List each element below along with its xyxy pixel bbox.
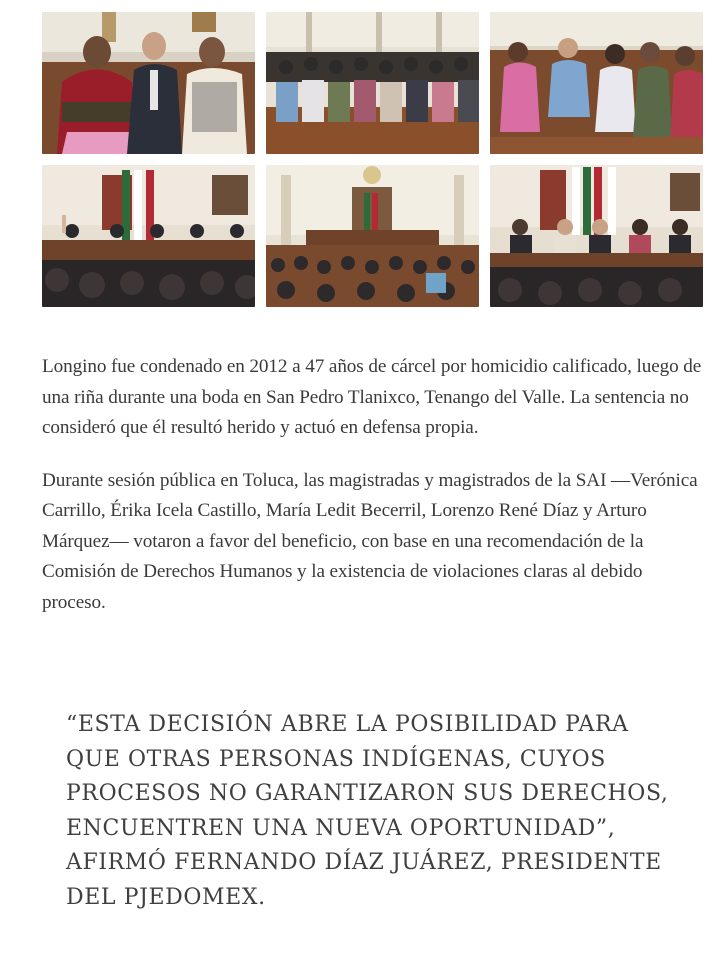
photo-magistrates-voting (42, 165, 255, 307)
photo-audience-seated-2 (490, 12, 703, 154)
article-paragraph-2: Durante sesión pública en Toluca, las magistradas y magistrados de la SAI —Verónica Carrillo, Érika Icela Castillo, María Ledit Becerril, Lorenzo René Díaz y Arturo Márquez— votaron a favor del beneficio, con base en una recomendación de la Comisión de Derechos Humanos y la existencia de violaciones claras al debido proceso. (42, 469, 698, 613)
gallery-photo-2[interactable] (266, 12, 479, 154)
gallery-photo-5[interactable] (266, 165, 479, 307)
article-body (42, 352, 702, 640)
photo-gallery (42, 12, 702, 307)
gallery-photo-4[interactable] (42, 165, 255, 307)
pull-quote: “ESTA DECISIÓN ABRE LA POSIBILIDAD PARA QUE OTRAS PERSONAS INDÍGENAS, CUYOS PROCESOS NO GARANTIZARON SUS DERECHOS, ENCUENTREN UNA NUEVA OPORTUNIDAD”, AFIRMÓ FERNANDO DÍAZ JUÁREZ, PRESIDENTE DEL PJEDOMEX. (66, 712, 669, 910)
photo-audience-seated-1 (266, 12, 479, 154)
article-paragraph-1: Longino fue condenado en 2012 a 47 años de cárcel por homicidio calificado, luego de una riña durante una boda en San Pedro Tlanixco, Tenango del Valle. La sentencia no consideró que él resultó herido y actuó en defensa propia. (42, 356, 702, 438)
gallery-photo-1[interactable] (42, 12, 255, 154)
photo-magistrates-panel (490, 165, 703, 307)
gallery-photo-3[interactable] (490, 12, 703, 154)
photo-officials-indigenous-couple (42, 12, 255, 154)
gallery-photo-6[interactable] (490, 165, 703, 307)
photo-session-hall-wide (266, 165, 479, 307)
